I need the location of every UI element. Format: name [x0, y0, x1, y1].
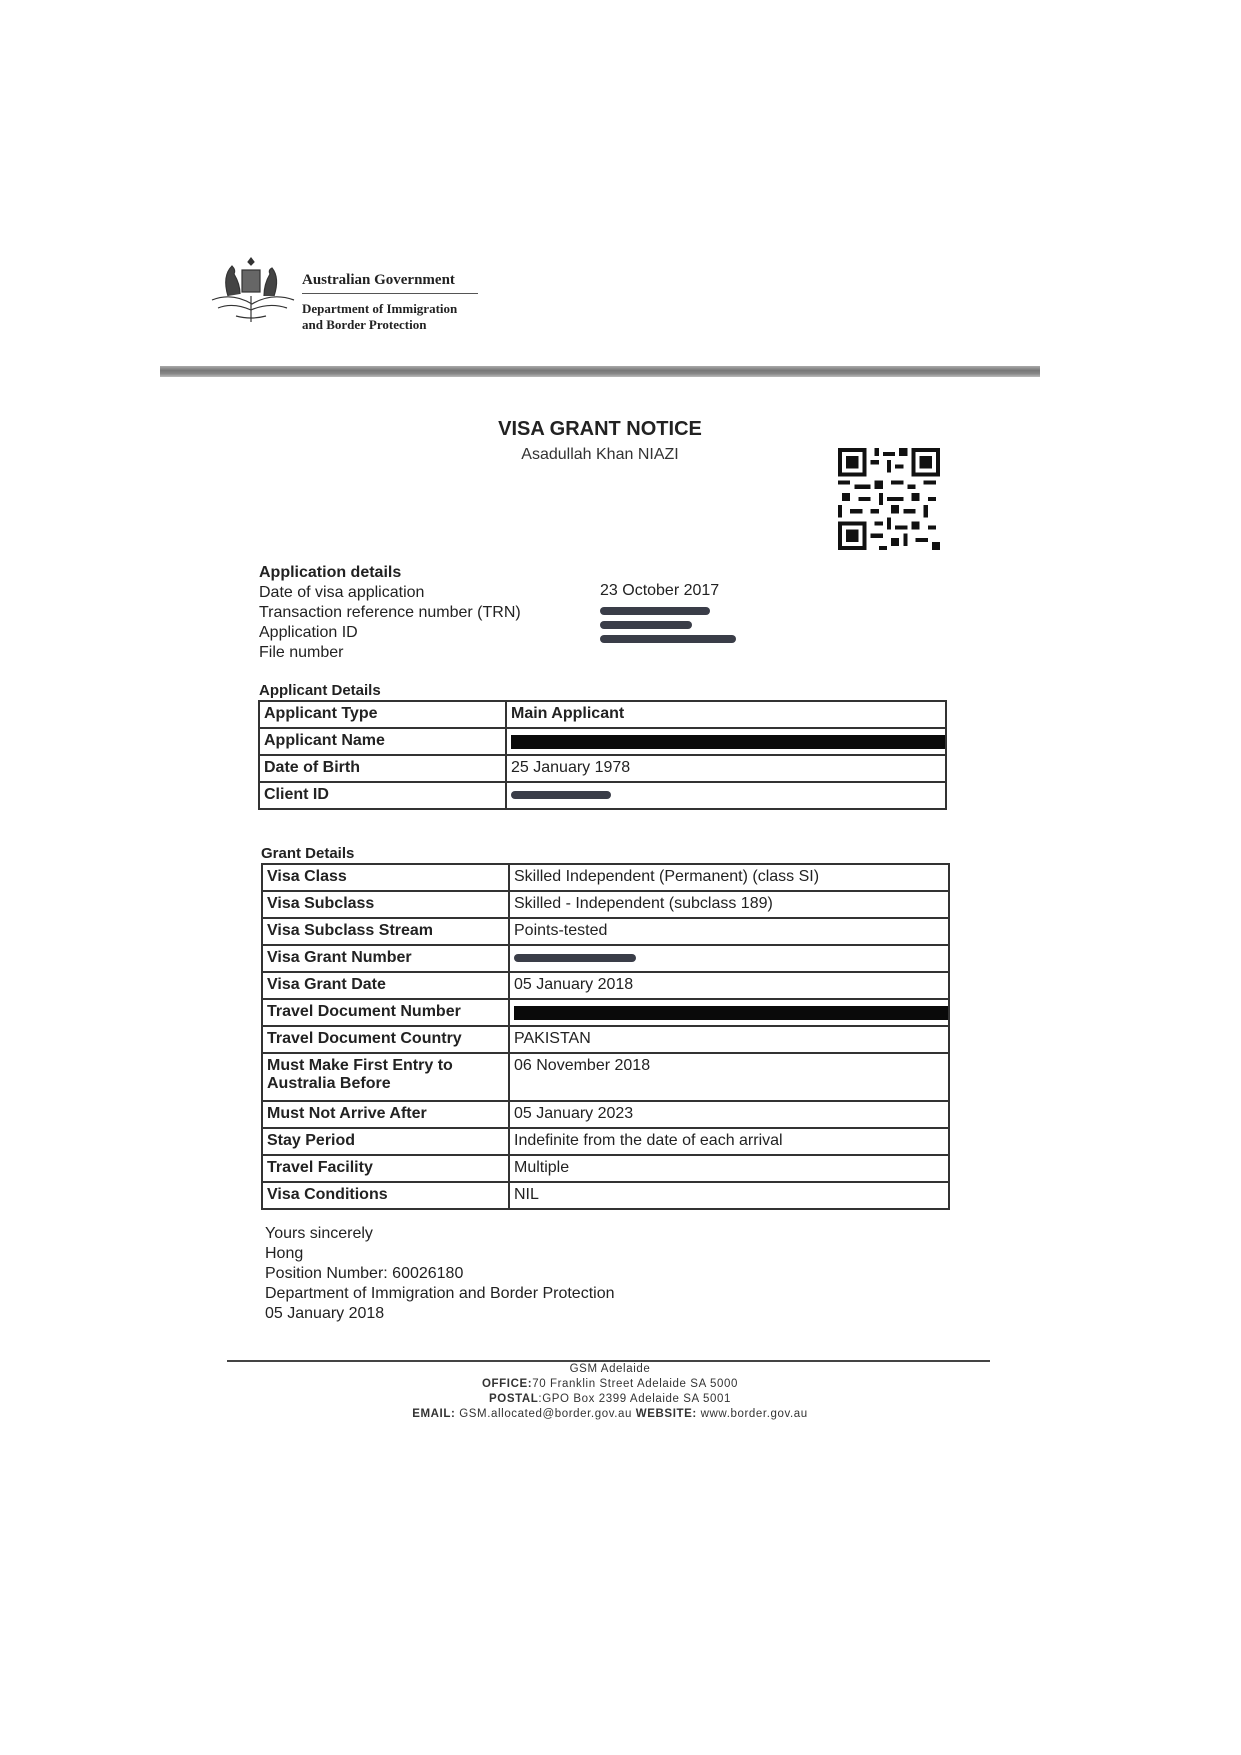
table-row [262, 1155, 949, 1182]
row-label: Visa Subclass [262, 891, 509, 918]
table-row [262, 918, 949, 945]
closing-block [265, 1224, 615, 1324]
table-row [259, 782, 946, 809]
grant-details-table [261, 863, 950, 1210]
travel-document-number-value [509, 999, 949, 1026]
signatory-department: Department of Immigration and Border Protection [265, 1285, 615, 1302]
row-label: Visa Grant Number [262, 945, 509, 972]
row-label: Stay Period [262, 1128, 509, 1155]
date-of-birth-value: 25 January 1978 [506, 755, 946, 782]
table-row [262, 945, 949, 972]
stay-period-value: Indefinite from the date of each arrival [509, 1128, 949, 1155]
table-row [259, 701, 946, 728]
application-detail-label: Transaction reference number (TRN) [259, 604, 521, 621]
visa-grant-date-value: 05 January 2018 [509, 972, 949, 999]
visa-class-value: Skilled Independent (Permanent) (class SI) [509, 864, 949, 891]
visa-grant-number-redaction [514, 954, 636, 962]
row-label: Must Make First Entry to Australia Before [262, 1053, 509, 1101]
office-label: OFFICE: [482, 1378, 533, 1390]
table-row [262, 1053, 949, 1101]
travel-document-country-value: PAKISTAN [509, 1026, 949, 1053]
row-label: Applicant Name [259, 728, 506, 755]
application-detail-label: File number [259, 644, 344, 661]
application-detail-label: Application ID [259, 624, 358, 641]
government-name: Australian Government [302, 272, 455, 288]
applicant-details-table [258, 700, 947, 810]
row-label: Client ID [259, 782, 506, 809]
first-entry-before-value: 06 November 2018 [509, 1053, 949, 1101]
client-id-value [506, 782, 946, 809]
row-label: Visa Grant Date [262, 972, 509, 999]
visa-subclass-stream-value: Points-tested [509, 918, 949, 945]
postal-label: POSTAL [489, 1393, 539, 1405]
applicant-type-value: Main Applicant [506, 701, 946, 728]
page-title: VISA GRANT NOTICE [498, 418, 702, 440]
grant-details-heading: Grant Details [261, 845, 355, 862]
header-band [160, 366, 1040, 377]
applicant-name-value [506, 728, 946, 755]
application-details-heading: Application details [259, 564, 402, 581]
application-values [600, 581, 736, 649]
row-label: Must Not Arrive After [262, 1101, 509, 1128]
postal-address [300, 1392, 920, 1407]
closing-date: 05 January 2018 [265, 1305, 385, 1322]
row-label: Travel Document Number [262, 999, 509, 1026]
email-link[interactable]: GSM.allocated@border.gov.au [455, 1408, 636, 1420]
signatory: Hong [265, 1245, 304, 1262]
applicant-name-heading: Asadullah Khan NIAZI [521, 446, 679, 463]
application-id-redaction [600, 621, 692, 629]
row-label: Date of Birth [259, 755, 506, 782]
table-row [262, 864, 949, 891]
website-link[interactable]: www.border.gov.au [696, 1408, 808, 1420]
table-row [262, 1182, 949, 1209]
table-row [262, 1026, 949, 1053]
applicant-name-redaction [511, 735, 947, 749]
qr-code-icon [838, 448, 940, 550]
coat-of-arms-icon [208, 256, 298, 326]
footer [300, 1362, 920, 1422]
application-details [259, 563, 521, 663]
department-name [302, 301, 457, 333]
application-detail-label: Date of visa application [259, 584, 425, 601]
office-address [300, 1377, 920, 1392]
visa-subclass-value: Skilled - Independent (subclass 189) [509, 891, 949, 918]
date-of-visa-application-value: 23 October 2017 [600, 582, 720, 599]
table-row [262, 972, 949, 999]
email-label: EMAIL: [412, 1408, 456, 1420]
visa-grant-number-value [509, 945, 949, 972]
header-divider [302, 293, 478, 294]
salutation: Yours sincerely [265, 1225, 373, 1242]
row-label: Travel Facility [262, 1155, 509, 1182]
must-not-arrive-after-value: 05 January 2023 [509, 1101, 949, 1128]
department-line-2: and Border Protection [302, 317, 427, 332]
row-label: Visa Class [262, 864, 509, 891]
travel-facility-value: Multiple [509, 1155, 949, 1182]
row-label: Applicant Type [259, 701, 506, 728]
table-row [259, 728, 946, 755]
row-label: Travel Document Country [262, 1026, 509, 1053]
department-line-1: Department of Immigration [302, 301, 458, 316]
postal-value: :GPO Box 2399 Adelaide SA 5001 [538, 1393, 731, 1405]
table-row [262, 1101, 949, 1128]
position-number: Position Number: 60026180 [265, 1265, 464, 1282]
applicant-details-heading: Applicant Details [259, 682, 381, 699]
table-row [262, 1128, 949, 1155]
table-row [262, 999, 949, 1026]
trn-redaction [600, 607, 710, 615]
office-name: GSM Adelaide [569, 1363, 651, 1375]
contact-line [300, 1407, 920, 1422]
file-number-redaction [600, 635, 736, 643]
website-label: WEBSITE: [635, 1408, 697, 1420]
travel-document-number-redaction [514, 1006, 950, 1020]
table-row [259, 755, 946, 782]
row-label: Visa Subclass Stream [262, 918, 509, 945]
table-row [262, 891, 949, 918]
visa-conditions-value: NIL [509, 1182, 949, 1209]
client-id-redaction [511, 791, 611, 799]
row-label: Visa Conditions [262, 1182, 509, 1209]
office-value: 70 Franklin Street Adelaide SA 5000 [532, 1378, 738, 1390]
